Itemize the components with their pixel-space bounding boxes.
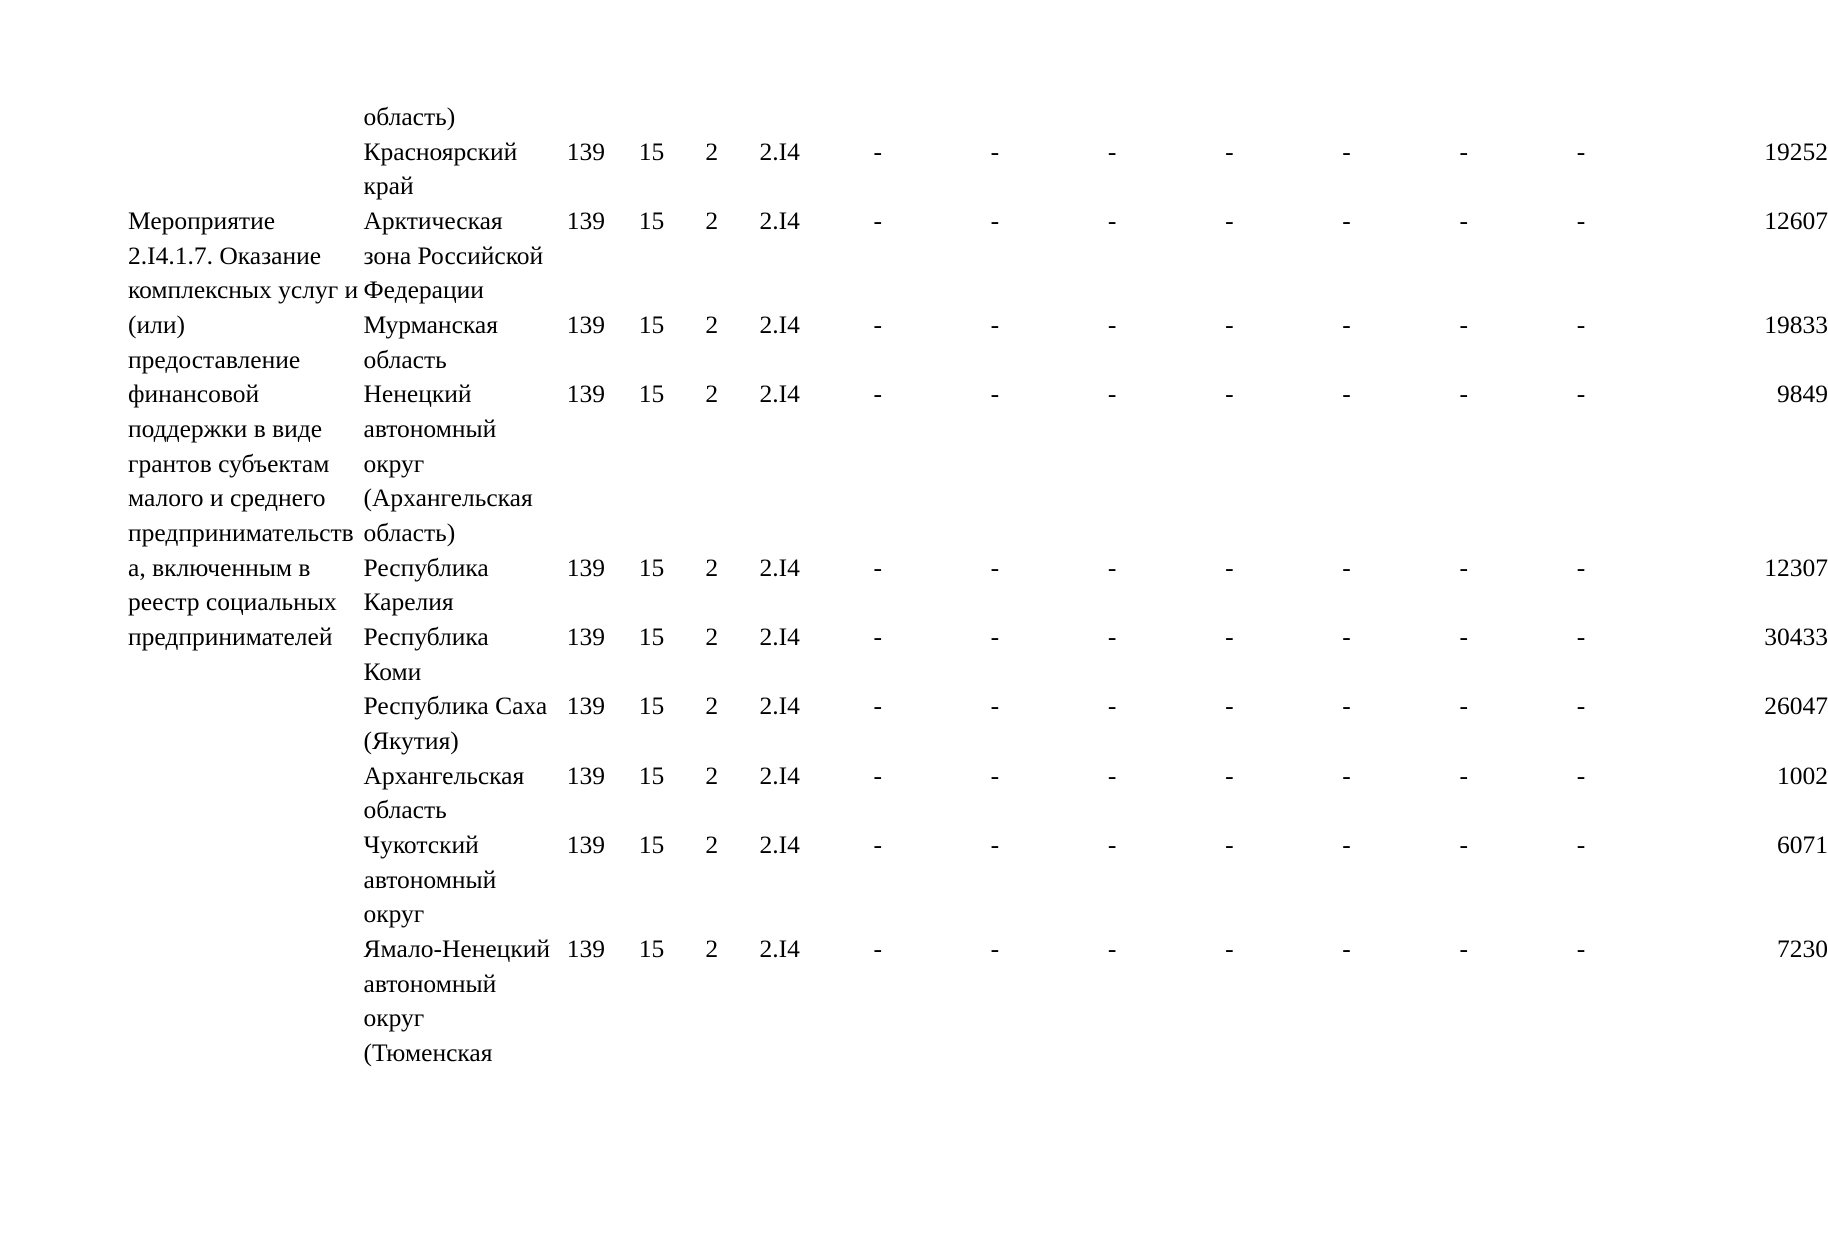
n3-value: 2 [705, 552, 719, 582]
d5-value: - [1342, 310, 1351, 340]
d4-value: - [1225, 830, 1234, 860]
d1-fragment [819, 100, 936, 135]
d5-value: - [1342, 622, 1351, 652]
d4-value: - [1225, 622, 1234, 652]
code-value: 2.I4 [759, 206, 800, 236]
amount-value: 6071 [1777, 830, 1828, 860]
d5-fragment [1288, 100, 1405, 135]
region-cell [364, 932, 552, 1071]
region-fragment-cell [364, 100, 552, 135]
d6-value: - [1459, 622, 1468, 652]
n1-value: 139 [566, 622, 605, 652]
d5-value: - [1342, 552, 1351, 582]
d7-value: - [1576, 136, 1586, 166]
d5-value: - [1342, 934, 1351, 964]
d2-value: - [990, 934, 1000, 964]
amount-value: 19252 [1764, 136, 1828, 166]
code-fragment [740, 100, 819, 135]
amount-value: 9849 [1777, 379, 1828, 409]
table-row-fragment [128, 100, 1828, 135]
d6-value: - [1459, 760, 1468, 790]
d6-fragment [1405, 100, 1522, 135]
code-value: 2.I4 [759, 136, 800, 166]
code-value: 2.I4 [759, 622, 800, 652]
n1-value: 139 [566, 691, 605, 721]
d4-value: - [1225, 691, 1234, 721]
d7-value: - [1576, 934, 1586, 964]
d7-fragment [1522, 100, 1639, 135]
n3-value: 2 [705, 760, 719, 790]
d3-value: - [1107, 552, 1117, 582]
d1-value: - [873, 830, 882, 860]
table-body [128, 100, 1828, 1071]
code-value: 2.I4 [759, 691, 800, 721]
d1-value: - [873, 136, 882, 166]
d4-value: - [1225, 206, 1234, 236]
d4-value: - [1225, 310, 1234, 340]
n2-value: 15 [638, 379, 665, 409]
d1-value: - [873, 934, 882, 964]
table-row [128, 135, 1828, 204]
region-label: Республика Карелия [363, 552, 489, 617]
d6-value: - [1459, 934, 1468, 964]
table-row [128, 620, 1828, 689]
measure-fragment-cell [128, 100, 364, 135]
d3-fragment [1054, 100, 1171, 135]
table-row [128, 308, 1828, 377]
d3-value: - [1107, 830, 1117, 860]
n3-value: 2 [705, 136, 719, 166]
n3-value: 2 [705, 622, 719, 652]
table-row [128, 932, 1828, 1071]
amount-value: 12307 [1764, 552, 1828, 582]
n3-value: 2 [705, 310, 719, 340]
d1-value: - [873, 379, 882, 409]
d5-value: - [1342, 379, 1351, 409]
d1-value: - [873, 691, 882, 721]
n1-value: 139 [566, 136, 605, 166]
n1-value: 139 [566, 760, 605, 790]
table-row [128, 551, 1828, 620]
region-label: Чукотский автономный округ [363, 830, 497, 929]
region-label: Красноярский край [363, 136, 518, 201]
d2-value: - [990, 760, 1000, 790]
d3-value: - [1107, 760, 1117, 790]
n2-value: 15 [638, 830, 665, 860]
n2-fragment [620, 100, 684, 135]
d3-value: - [1107, 136, 1117, 166]
region-label: Арктическая зона Российской Федерации [363, 206, 544, 305]
d6-value: - [1459, 691, 1468, 721]
n1-value: 139 [566, 830, 605, 860]
d7-value: - [1576, 552, 1586, 582]
d5-value: - [1342, 691, 1351, 721]
table-row [128, 377, 1828, 550]
measure-label: Мероприятие 2.I4.1.7. Оказание комплексных услуг и (или) предоставление финансовой поддержки в виде грантов субъектам малого и среднего предпринимательств а, включенным в реестр социальных предпринимателей [128, 206, 359, 652]
d1-value: - [873, 760, 882, 790]
d2-value: - [990, 552, 1000, 582]
n2-value: 15 [638, 691, 665, 721]
d6-value: - [1459, 552, 1468, 582]
d2-value: - [990, 310, 1000, 340]
region-label: Мурманская область [363, 310, 498, 374]
amount-value: 26047 [1764, 691, 1828, 721]
amount-value: 7230 [1777, 934, 1828, 964]
d7-value: - [1576, 310, 1586, 340]
n2-value: 15 [638, 206, 665, 236]
d4-value: - [1225, 552, 1234, 582]
n1-value: 139 [566, 552, 605, 582]
d7-value: - [1576, 206, 1586, 236]
code-value: 2.I4 [759, 830, 800, 860]
region-cell [364, 377, 552, 550]
d2-value: - [990, 379, 1000, 409]
d6-value: - [1459, 206, 1468, 236]
d2-value: - [990, 136, 1000, 166]
region-cell [364, 759, 552, 828]
table-row [128, 204, 1828, 308]
n3-value: 2 [705, 830, 719, 860]
d4-value: - [1225, 934, 1234, 964]
d2-value: - [990, 622, 1000, 652]
region-label: Республика Саха (Якутия) [363, 691, 548, 756]
d7-value: - [1576, 622, 1586, 652]
code-value: 2.I4 [759, 934, 800, 964]
d2-value: - [990, 691, 1000, 721]
code-value: 2.I4 [759, 310, 800, 340]
table-row [128, 689, 1828, 758]
d6-value: - [1459, 830, 1468, 860]
region-cell [364, 135, 552, 204]
n2-value: 15 [638, 622, 665, 652]
d2-fragment [936, 100, 1053, 135]
code-value: 2.I4 [759, 760, 800, 790]
d3-value: - [1107, 934, 1117, 964]
code-value: 2.I4 [759, 552, 800, 582]
region-fragment-text: область) [363, 102, 456, 131]
d6-value: - [1459, 310, 1468, 340]
region-label: Республика Коми [363, 622, 489, 686]
d5-value: - [1342, 206, 1351, 236]
budget-table [128, 100, 1828, 1071]
d3-value: - [1107, 206, 1117, 236]
d7-value: - [1576, 379, 1586, 409]
d4-value: - [1225, 136, 1234, 166]
d2-value: - [990, 830, 1000, 860]
n1-fragment [552, 100, 620, 135]
n1-value: 139 [566, 206, 605, 236]
d5-value: - [1342, 830, 1351, 860]
n3-value: 2 [705, 379, 719, 409]
d1-value: - [873, 552, 882, 582]
d2-value: - [990, 206, 1000, 236]
region-cell [364, 620, 552, 689]
d4-fragment [1171, 100, 1288, 135]
d7-value: - [1576, 760, 1586, 790]
n1-value: 139 [566, 934, 605, 964]
table-row [128, 759, 1828, 828]
region-cell [364, 828, 552, 932]
region-cell [364, 689, 552, 758]
region-cell [364, 551, 552, 620]
n3-fragment [683, 100, 740, 135]
d3-value: - [1107, 691, 1117, 721]
d1-value: - [873, 206, 882, 236]
n1-value: 139 [566, 379, 605, 409]
n2-value: 15 [638, 310, 665, 340]
region-cell [364, 308, 552, 377]
n2-value: 15 [638, 760, 665, 790]
d7-value: - [1576, 830, 1586, 860]
region-cell [364, 204, 552, 308]
n2-value: 15 [638, 552, 665, 582]
n1-value: 139 [566, 310, 605, 340]
measure-cell [128, 204, 364, 1071]
measure-blank-cell [128, 135, 364, 204]
amount-value: 1002 [1777, 760, 1828, 790]
value-fragment [1640, 100, 1828, 135]
region-label: Архангельская область [363, 760, 525, 825]
d1-value: - [873, 310, 882, 340]
n2-value: 15 [638, 136, 665, 166]
d4-value: - [1225, 379, 1234, 409]
code-value: 2.I4 [759, 379, 800, 409]
d7-value: - [1576, 691, 1586, 721]
d3-value: - [1107, 622, 1117, 652]
n3-value: 2 [705, 691, 719, 721]
d1-value: - [873, 622, 882, 652]
d5-value: - [1342, 760, 1351, 790]
n3-value: 2 [705, 934, 719, 964]
d3-value: - [1107, 379, 1117, 409]
n3-value: 2 [705, 206, 719, 236]
n2-value: 15 [638, 934, 665, 964]
table-row [128, 828, 1828, 932]
region-label: Ямало-Ненецкий автономный округ (Тюменская [363, 934, 551, 1068]
d4-value: - [1225, 760, 1234, 790]
amount-value: 30433 [1764, 622, 1828, 652]
d3-value: - [1107, 310, 1117, 340]
amount-value: 12607 [1764, 206, 1828, 236]
amount-value: 19833 [1764, 310, 1828, 340]
d5-value: - [1342, 136, 1351, 166]
d6-value: - [1459, 136, 1468, 166]
d6-value: - [1459, 379, 1468, 409]
region-label: Ненецкий автономный округ (Архангельская область) [363, 379, 533, 548]
